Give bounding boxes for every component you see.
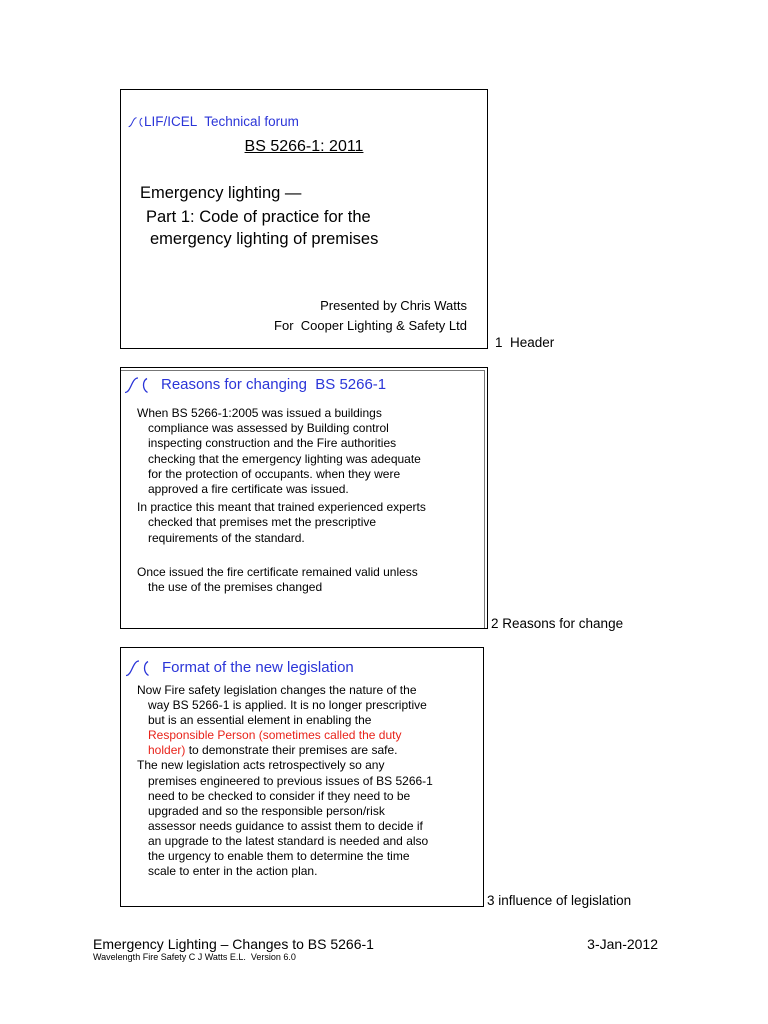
slide-title (124, 376, 386, 394)
footer-date: 3-Jan-2012 (587, 936, 658, 952)
body-line: the use of the premises changed (148, 580, 323, 595)
body-line: Now Fire safety legislation changes the nature of the (137, 683, 417, 697)
body-line: scale to enter in the action plan. (148, 864, 318, 879)
paragraph (137, 500, 426, 546)
wave-logo-icon (125, 659, 151, 677)
presenter-name: Presented by Chris Watts (320, 298, 467, 313)
wave-logo-icon (124, 376, 150, 394)
highlight-text: holder) (148, 743, 186, 758)
body-line: the urgency to enable them to determine the time (148, 849, 410, 864)
forum-branding (128, 114, 299, 130)
slide-body (137, 406, 426, 595)
presenter-company: For Cooper Lighting & Safety Ltd (274, 318, 467, 333)
standard-heading (121, 137, 487, 157)
slide-title (125, 659, 354, 677)
slide-caption: 3 influence of legislation (487, 893, 632, 908)
paragraph (137, 758, 433, 879)
slide-body (137, 683, 433, 879)
paragraph (137, 565, 426, 595)
body-line: need to be checked to consider if they need to be (148, 788, 411, 803)
slide-new-legislation (120, 647, 484, 907)
body-line: way BS 5266-1 is applied. It is no longer prescriptive (148, 698, 427, 713)
forum-name: Technical forum (204, 114, 299, 129)
brand-name: LIF/ICEL (144, 114, 198, 129)
paragraph (137, 683, 433, 758)
standard-number: BS 5266-1: 2011 (244, 138, 364, 155)
slide-reasons-for-change (120, 367, 488, 629)
body-line: assessor needs guidance to assist them to decide if (148, 818, 423, 833)
body-line: approved a fire certificate was issued. (148, 482, 349, 497)
slide-header (120, 89, 488, 349)
body-line: checking that the emergency lighting was adequate (148, 451, 421, 466)
body-line: The new legislation acts retrospectively so any (137, 758, 385, 773)
slide-caption: 2 Reasons for change (491, 616, 624, 631)
footer-credit: Wavelength Fire Safety C J Watts E.L. Version 6.0 (93, 952, 296, 962)
body-line: for the protection of occupants. when they were (148, 466, 401, 481)
title-line: Emergency lighting — (140, 184, 302, 202)
slide-title-text: Reasons for changing BS 5266-1 (161, 376, 387, 393)
body-line: but is an essential element in enabling the (148, 713, 372, 728)
wave-logo-icon (128, 116, 144, 128)
body-line-tail: to demonstrate their premises are safe. (185, 743, 398, 758)
body-line: premises engineered to previous issues of BS 5266-1 (148, 773, 433, 788)
highlight-text: Responsible Person (sometimes called the duty (148, 728, 402, 743)
title-line: Part 1: Code of practice for the (146, 208, 371, 226)
body-line: Once issued the fire certificate remained valid unless (137, 564, 418, 579)
footer-title: Emergency Lighting – Changes to BS 5266-1 (93, 936, 374, 952)
slide-caption: 1 Header (495, 335, 555, 350)
body-line (137, 743, 433, 758)
body-line: inspecting construction and the Fire authorities (148, 436, 397, 451)
title-line: emergency lighting of premises (150, 230, 379, 248)
paragraph (137, 406, 426, 497)
body-line: In practice this meant that trained experienced experts (137, 500, 426, 515)
body-line: When BS 5266-1:2005 was issued a buildings (137, 406, 382, 420)
slide-title-text: Format of the new legislation (162, 659, 354, 676)
body-line: checked that premises met the prescriptive (148, 515, 377, 530)
body-line: an upgrade to the latest standard is needed and also (148, 833, 429, 848)
body-line: upgraded and so the responsible person/risk (148, 803, 385, 818)
body-line: requirements of the standard. (148, 530, 305, 545)
body-line: compliance was assessed by Building control (148, 421, 389, 436)
